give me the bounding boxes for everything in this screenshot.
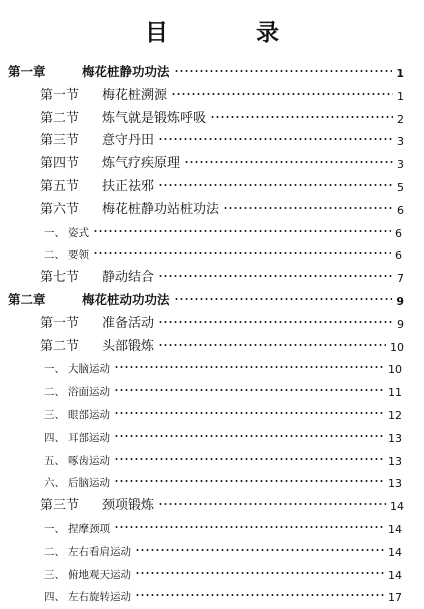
toc-entry-item: [44, 564, 402, 582]
dot-leader: [135, 567, 384, 579]
toc-entry-section: [40, 495, 404, 513]
toc-entry-section: [40, 108, 404, 126]
toc-entry-page: 12: [388, 409, 402, 422]
toc-entry-page: 7: [397, 272, 404, 286]
toc-entry-item: [44, 222, 402, 240]
toc-entry-title: 静动结合: [102, 270, 155, 286]
toc-entry-page: 14: [390, 500, 404, 514]
toc-entry-number: 二、: [44, 386, 65, 399]
toc-entry-page: 13: [388, 477, 402, 491]
toc-entry-number: 第七节: [40, 270, 80, 286]
toc-entry-number: 第三节: [40, 498, 80, 514]
dot-leader: [158, 316, 393, 328]
toc-entry-section: [40, 176, 404, 194]
toc-entry-item: [44, 404, 402, 422]
toc-entry-number: 一、: [44, 363, 65, 376]
toc-entry-number: 第六节: [40, 201, 80, 217]
toc-entry-title: 炼气疗疾原理: [102, 156, 181, 172]
toc-entry-number: 四、: [44, 591, 65, 604]
dot-leader: [114, 407, 384, 419]
dot-leader: [114, 475, 384, 487]
dot-leader: [93, 247, 391, 259]
toc-entry-page: 13: [388, 454, 402, 468]
toc-entry-title: 眼部运动: [68, 409, 110, 421]
toc-entry-title: 左右旋转运动: [68, 591, 131, 604]
toc-entry-number: 五、: [44, 454, 65, 467]
toc-entry-section: [40, 153, 404, 171]
toc-entry-page: 5: [397, 181, 404, 194]
toc-entry-item: [44, 586, 402, 604]
toc-entry-title: 耳部运动: [68, 431, 110, 444]
toc-entry-title: 要领: [68, 249, 89, 262]
dot-leader: [184, 156, 393, 168]
toc-entry-section: [40, 267, 404, 285]
toc-entry-section: [40, 199, 404, 217]
dot-leader: [114, 453, 384, 465]
toc-entry-title: 扶正祛邪: [102, 179, 155, 194]
dot-leader: [114, 361, 384, 373]
toc-entry-title: 头部锻炼: [102, 338, 155, 354]
toc-entry-page: 2: [397, 112, 404, 126]
dot-leader: [93, 225, 391, 237]
dot-leader: [210, 111, 393, 123]
toc-entry-section: [40, 85, 404, 103]
toc-entry-page: 11: [388, 386, 402, 400]
dot-leader: [135, 589, 384, 601]
page-title: 目 录: [144, 20, 319, 46]
toc-entry-page: 6: [397, 203, 404, 217]
toc-entry-page: 10: [390, 340, 404, 354]
toc-entry-item: [44, 518, 402, 536]
toc-entry-title: 浴面运动: [68, 386, 110, 399]
toc-entry-page: 6: [395, 226, 402, 240]
toc-entry-number: 第一节: [40, 87, 80, 103]
toc-entry-page: 9: [397, 317, 404, 331]
toc-entry-page: 9: [396, 295, 404, 308]
toc-entry-page: 10: [388, 363, 402, 377]
toc-entry-number: 一、: [44, 226, 65, 239]
dot-leader: [158, 179, 393, 191]
toc-entry-item: [44, 244, 402, 262]
toc-entry-title: 颈项锻炼: [102, 498, 155, 514]
dot-leader: [114, 521, 384, 533]
toc-entry-number: 第四节: [40, 156, 80, 172]
toc-entry-title: 梅花桩动功功法: [82, 292, 170, 307]
toc-entry-title: 梅花桩静功功法: [82, 64, 170, 79]
dot-leader: [158, 133, 393, 145]
toc-entry-item: [44, 541, 402, 559]
toc-entry-number: 三、: [44, 409, 65, 421]
dot-leader: [135, 544, 384, 556]
toc-entry-item: [44, 427, 402, 445]
toc-entry-page: 3: [397, 135, 404, 149]
dot-leader: [158, 498, 386, 510]
dot-leader: [114, 430, 384, 442]
toc-entry-item: [44, 472, 402, 490]
dot-leader: [158, 270, 393, 282]
dot-leader: [174, 65, 393, 77]
toc-entry-item: [44, 450, 402, 468]
toc-entry-title: 意守丹田: [102, 133, 155, 149]
toc-entry-number: 第二节: [40, 110, 80, 126]
toc-entry-number: 六、: [44, 477, 65, 490]
toc-entry-title: 啄齿运动: [68, 454, 110, 467]
toc-entry-title: 大脑运动: [68, 363, 110, 376]
dot-leader: [174, 293, 393, 305]
toc-entry-title: 俯地观天运动: [68, 568, 131, 581]
toc-entry-number: 四、: [44, 431, 65, 444]
toc-entry-number: 第三节: [40, 133, 80, 149]
toc-entry-number: 第一章: [8, 64, 46, 79]
toc-entry-number: 二、: [44, 249, 65, 262]
toc-entry-title: 炼气就是锻炼呼吸: [102, 110, 207, 126]
toc-entry-chapter: [8, 290, 404, 308]
toc-entry-title: 捏摩颈项: [68, 523, 110, 535]
toc-entry-page: 1: [396, 67, 404, 80]
toc-entry-page: 6: [395, 249, 402, 263]
toc-entry-chapter: [8, 62, 404, 80]
toc-entry-page: 1: [397, 89, 404, 103]
dot-leader: [114, 384, 384, 396]
toc-entry-number: 一、: [44, 523, 65, 535]
toc-entry-page: 14: [388, 568, 402, 582]
toc-entry-title: 梅花桩静功站桩功法: [102, 201, 220, 217]
toc-entry-number: 第二章: [8, 292, 46, 307]
toc-entry-number: 第一节: [40, 315, 80, 331]
toc-entry-section: [40, 130, 404, 148]
dot-leader: [158, 339, 386, 351]
toc-entry-title: 准备活动: [102, 315, 155, 331]
toc-entry-section: [40, 313, 404, 331]
toc-entry-page: 13: [388, 431, 402, 445]
toc-entry-title: 梅花桩溯源: [102, 87, 168, 103]
toc-entry-section: [40, 336, 404, 354]
toc-entry-title: 左右看肩运动: [68, 545, 131, 558]
toc-entry-title: 后脑运动: [68, 477, 110, 490]
toc-entry-page: 17: [388, 591, 402, 605]
toc-entry-number: 二、: [44, 545, 65, 558]
dot-leader: [223, 202, 393, 214]
dot-leader: [171, 88, 393, 100]
toc-entry-number: 第五节: [40, 179, 80, 194]
toc-entry-page: 14: [388, 545, 402, 559]
toc-entry-number: 三、: [44, 568, 65, 581]
toc-entry-item: [44, 358, 402, 376]
toc-entry-page: 14: [388, 523, 402, 536]
toc-entry-title: 姿式: [68, 226, 89, 239]
toc-entry-number: 第二节: [40, 338, 80, 354]
toc-entry-item: [44, 381, 402, 399]
toc-entry-page: 3: [397, 158, 404, 172]
